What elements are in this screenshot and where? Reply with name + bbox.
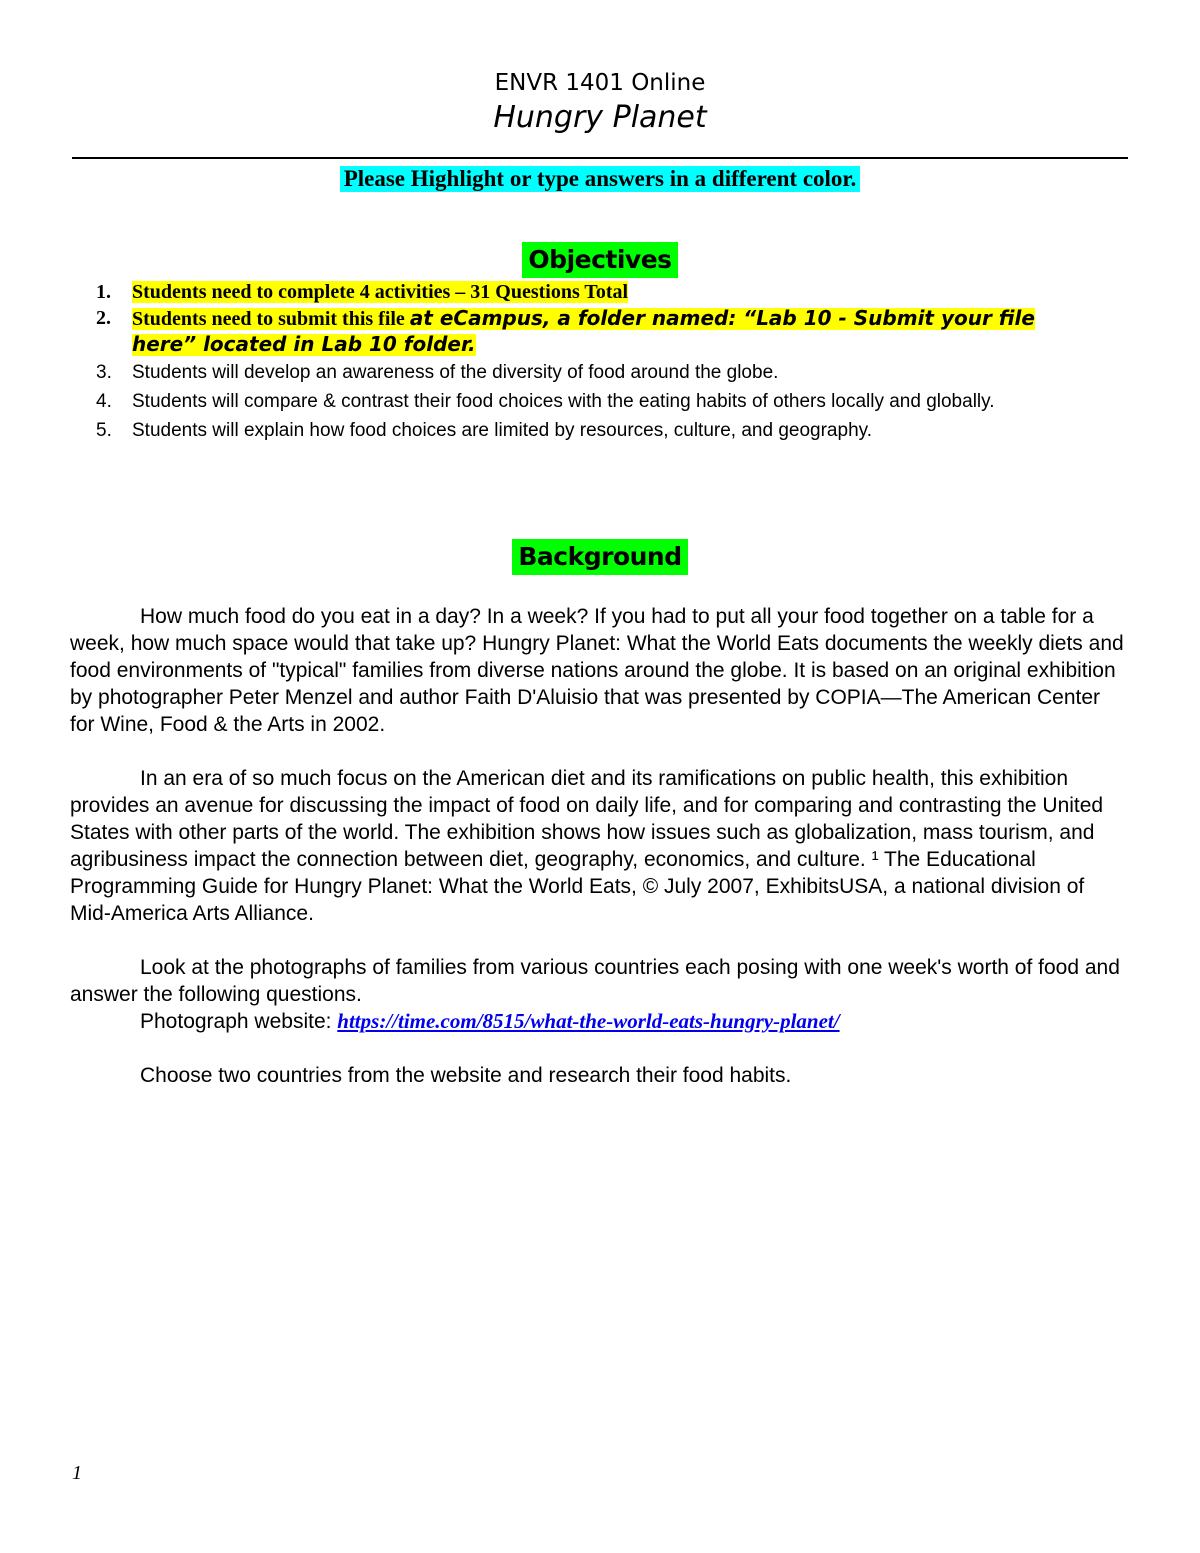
title-divider xyxy=(72,157,1128,159)
objective-number: 4. xyxy=(96,391,112,412)
background-paragraph-3: Look at the photographs of families from various countries each posing with one week's worth of food and answer the following questions. xyxy=(70,956,1120,1006)
objective-item-5 xyxy=(96,416,1146,445)
page-number: 1 xyxy=(72,1462,82,1484)
course-title: ENVR 1401 Online xyxy=(494,70,706,96)
objective-item-2 xyxy=(96,306,1146,358)
objective-text-part-a: Students need to submit this file xyxy=(132,308,410,330)
photograph-website-line xyxy=(70,1008,1130,1035)
background-paragraph-2: In an era of so much focus on the American diet and its ramifications on public health, this exhibition provides an avenue for discussing the impact of food on daily life, and for comparing and contrasting the United States with other parts of the world. The exhibition shows how issues such as globalization, mass tourism, and agribusiness impact the connection between diet, geography, economics, and culture. ¹ The Educational Programming Guide for Hungry Planet: What the World Eats, © July 2007, ExhibitsUSA, a national division of Mid-America Arts Alliance. xyxy=(70,767,1104,925)
objective-item-4 xyxy=(96,387,1146,416)
objective-text: Students will explain how food choices are limited by resources, culture, and geography. xyxy=(132,420,872,441)
background-body xyxy=(70,603,1130,1116)
objective-number: 3. xyxy=(96,362,112,383)
objective-number: 5. xyxy=(96,420,112,441)
objectives-list xyxy=(96,280,1146,445)
objective-text-part-b: at eCampus, a folder named: “Lab 10 - Submit your file here” located in Lab 10 folder. xyxy=(132,306,1035,356)
objective-text: Students need to complete 4 activities – 31 Questions Total xyxy=(132,281,629,303)
background-heading: Background xyxy=(512,539,687,575)
photograph-website-link[interactable]: https://time.com/8515/what-the-world-eats-hungry-planet/ xyxy=(337,1009,840,1033)
background-heading-container xyxy=(0,539,1200,575)
objectives-heading: Objectives xyxy=(522,242,677,278)
objective-item-1 xyxy=(96,280,1146,305)
background-paragraph-1: How much food do you eat in a day? In a week? If you had to put all your food together on a table for a week, how much space would that take up? Hungry Planet: What the World Eats documents the weekly diets and food environments of "typical" families from diverse nations around the globe. It is based on an original exhibition by photographer Peter Menzel and author Faith D'Aluisio that was presented by COPIA—The American Center for Wine, Food & the Arts in 2002. xyxy=(70,605,1124,736)
instruction-container xyxy=(0,166,1200,192)
objective-text: Students will develop an awareness of the diversity of food around the globe. xyxy=(132,362,779,383)
objective-number: 1. xyxy=(96,281,111,303)
instruction-banner: Please Highlight or type answers in a different color. xyxy=(340,166,861,192)
objective-item-3 xyxy=(96,358,1146,387)
website-label: Photograph website: xyxy=(140,1010,338,1033)
document-title: Hungry Planet xyxy=(493,100,707,135)
objective-number: 2. xyxy=(96,307,111,329)
objectives-heading-container xyxy=(0,242,1200,278)
background-paragraph-4: Choose two countries from the website and research their food habits. xyxy=(140,1064,792,1087)
objective-text: Students will compare & contrast their food choices with the eating habits of others locally and globally. xyxy=(132,391,995,412)
